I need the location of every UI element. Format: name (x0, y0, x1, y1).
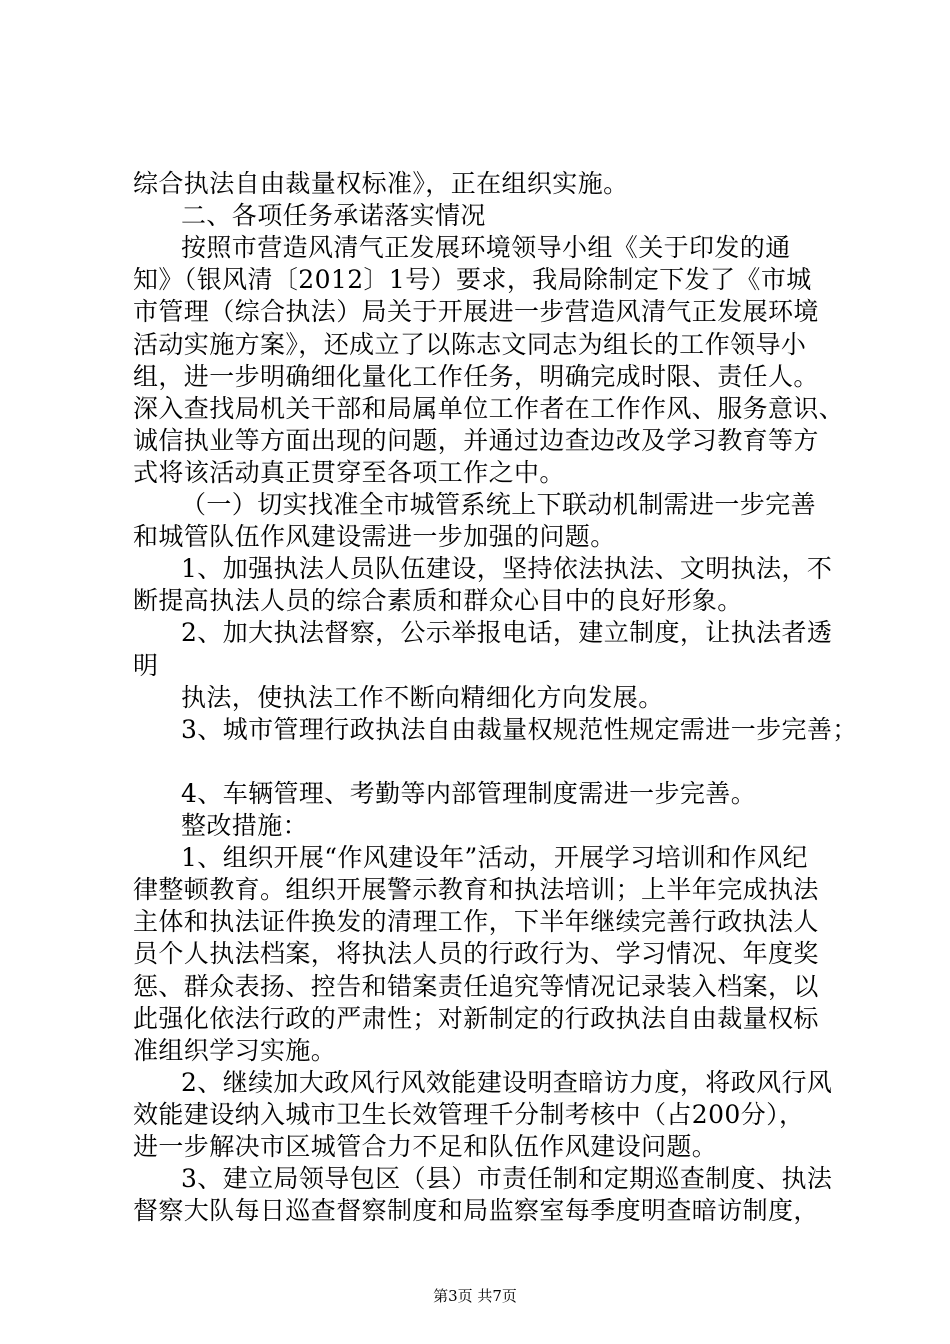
text-line: 准组织学习实施。 (133, 1035, 337, 1065)
text-line: 惩、群众表扬、控告和错案责任追究等情况记录装入档案，以 (133, 971, 819, 1001)
text-line: 断提高执法人员的综合素质和群众心目中的良好形象。 (133, 586, 743, 616)
text-line: 明 (133, 650, 159, 680)
text-line: 1、组织开展“作风建设年”活动，开展学习培训和作风纪 (181, 843, 808, 873)
text-line: 知》（银风清〔2012〕1号）要求，我局除制定下发了《市城 (133, 265, 812, 295)
text-line: 进一步解决市区城管合力不足和队伍作风建设问题。 (133, 1132, 718, 1161)
text-line: （一）切实找准全市城管系统上下联动机制需进一步完善 (181, 490, 817, 519)
text-line: 督察大队每日巡查督察制度和局监察室每季度明查暗访制度， (133, 1196, 819, 1226)
text-line: 执法，使执法工作不断向精细化方向发展。 (181, 682, 664, 712)
text-line: 综合执法自由裁量权标准》，正在组织实施。 (133, 169, 629, 198)
text-line: 3、建立局领导包区（县）市责任制和定期巡查制度、执法 (181, 1164, 833, 1194)
text-line: 按照市营造风清气正发展环境领导小组《关于印发的通 (181, 233, 791, 263)
text-line: 此强化依法行政的严肃性；对新制定的行政执法自由裁量权标 (133, 1003, 819, 1033)
text-line: 1、加强执法人员队伍建设，坚持依法执法、文明执法，不 (181, 554, 833, 584)
text-line: 效能建设纳入城市卫生长效管理千分制考核中（占200分）， (133, 1099, 805, 1129)
text-line: 深入查找局机关干部和局属单位工作者在工作作风、服务意识、 (133, 393, 845, 423)
text-line: 主体和执法证件换发的清理工作，下半年继续完善行政执法人 (133, 907, 819, 937)
text-line: 式将该活动真正贯穿至各项工作之中。 (133, 457, 565, 487)
text-line: 活动实施方案》，还成立了以陈志文同志为组长的工作领导小 (133, 329, 807, 359)
text-line: 组，进一步明确细化量化工作任务，明确完成时限、责任人。 (133, 361, 819, 391)
text-line: 员个人执法档案，将执法人员的行政行为、学习情况、年度奖 (133, 939, 819, 969)
text-line: 诚信执业等方面出现的问题，并通过边查边改及学习教育等方 (133, 425, 819, 455)
text-line: 律整顿教育。组织开展警示教育和执法培训；上半年完成执法 (133, 875, 819, 905)
text-line: 4、车辆管理、考勤等内部管理制度需进一步完善。 (181, 778, 757, 808)
text-line: 和城管队伍作风建设需进一步加强的问题。 (133, 522, 616, 552)
text-line: 2、继续加大政风行风效能建设明查暗访力度，将政风行风 (181, 1067, 833, 1097)
text-line: 整改措施： (181, 811, 309, 840)
text-line: 3、城市管理行政执法自由裁量权规范性规定需进一步完善； (181, 714, 858, 744)
text-line: 2、加大执法督察，公示举报电话，建立制度，让执法者透 (181, 618, 833, 648)
page-footer: 第3页 共7页 (433, 1287, 517, 1305)
text-line: 市管理（综合执法）局关于开展进一步营造风清气正发展环境 (133, 297, 819, 327)
text-line: 二、各项任务承诺落实情况 (181, 201, 486, 231)
